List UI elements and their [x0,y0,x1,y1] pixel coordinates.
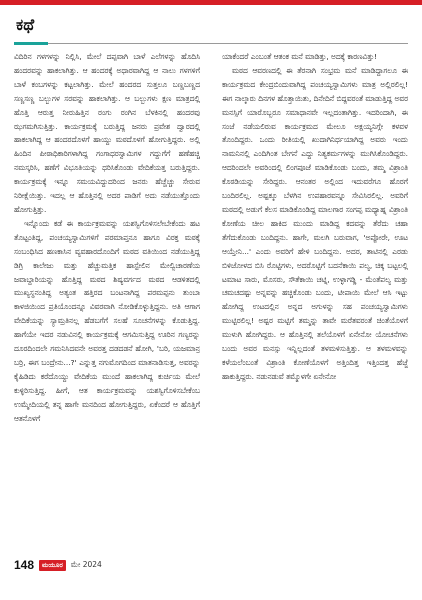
page-number: 148 [14,558,35,572]
paragraph: ಇನ್ನೊಂದು ಕಡೆ ಈ ಕಾರ್ಯಕ್ರಮವನ್ನು ಯಶಸ್ವಿಗೊಳಿಸಲೇಬೇಕೆಂದು ಹಟ ತೊಟ್ಟಂತಿದ್ದ, ಪಂಚಯ್ಯಸ್ವಾಮಿಗಳಿಗೆ ಪರಮಾಪ್ತನೂ ಹಾಗೂ ವಿರಕ್ತ ಮಠಕ್ಕೆ ಸಂಬಂಧಿಸಿದ ಹಣಕಾಸಿನ ವ್ಯವಹಾರದೊಂದಿಗೆ ಮಠದ ವತಿಯಿಂದ ನಡೆಯುತ್ತಿದ್ದ ಡಿಗ್ರಿ ಕಾಲೇಜು ಮತ್ತು ಹೆಚ್ಚುಮತ್ತಿಕ ಹಾಸ್ಟೇಲಿನ ಮೇಲ್ವಿಚಾರಣೆಯ ಜವಾಬ್ದಾರಿಯನ್ನು ಹೊತ್ತಿದ್ದ ಮಠದ ಶಿಷ್ಯವರ್ಗದ ಮಠದ ಆಡಳಿತದಲ್ಲಿ ಮುಖ್ಯಸ್ಥನಂತಿದ್ದ ಅತ್ಯಂತ ಹತ್ತಿರದ ಬಂಟನಾಗಿದ್ದ ಪರಮಪ್ಪನು ತುಂಬಾ ಕಾಳಜಿಯಿಂದ ಪ್ರತಿಯೊಂದನ್ನೂ ವಿವರವಾಗಿ ನೋಡಿಕೊಳ್ಳುತ್ತಿದ್ದನು. ಅತಿ ಆಗಾಗ ವೇದಿಕೆಯನ್ನು ಸ್ಯಾಮ್ರತಿನಲ್ಲ ಹೆಡಬಗೆಗೆ ಸಲಹೆ ಸೂಚನೆಗಳನ್ನು ಕೊಡುತ್ತಿದ್ದ. ಹಾಗೆಯೇ ಇದರ ನಡುವಿನಲ್ಲಿ ಕಾರ್ಯಕ್ರಮಕ್ಕೆ ಆಗಮಿಸುತ್ತಿದ್ದ ಊರಿನ ಗಣ್ಯರನ್ನು ದೂರದಿಂದಲೇ ಗಮನಿಸಿದವನೇ ಅವರತ್ತ ದಡದಡನೆ ಹೋಗಿ, 'ಬರಿ, ಯಜಮಾನ್ರ ಬರ್ರಿ, ಈಗ ಬಂದ್ರೇನು...?' ಎನ್ನುತ್ತ ನಗುಮೊಗದಿಂದ ಮಾತನಾಡಿಸುತ್ತ, ಅವರನ್ನು ಕೈಹಿಡಿದು ಕರೆದೊಯ್ದು ವೇದಿಕೆಯ ಮುಂದೆ ಹಾಕಲಾಗಿದ್ದ ಕುರ್ಚಿಯ ಮೇಲೆ ಕುಳ್ಳಿರಿಸುತ್ತಿದ್ದ. ಹೀಗೆ, ಆತ ಕಾರ್ಯಕ್ರಮವನ್ನು ಯಶಸ್ವಿಗೊಳಿಸಬೇಕೆಂಬ ಉಮ್ಮೇದಿಯಲ್ಲಿ ತನ್ನ ಹಾಗೇ ಮನದಿಂದ ಹೋಗುತ್ತಿದ್ದರು, ಏಕೆಂದರೆ ಆ ಹೊತ್ತಿಗೆ ಆತನೊಳಗೆ [14,218,200,423]
top-color-bar [0,0,422,5]
paragraph: ವಿದಿರಿನ ಗಳಗಳನ್ನು ನಿಲ್ಲಿಸಿ, ಮೇಲೆ ದಪ್ಪವಾಗಿ ಬಾಳೆ ಎಲೆಗಳನ್ನು ಹೊದಿಸಿ ಹಂದರವನ್ನು ಹಾಕಲಾಗಿತ್ತು. ಆ ಹಂದರಕ್ಕೆ ಅಧಾರವಾಗಿದ್ದ ಆ ನಾಲು ಗಳಗಳಿಗೆ ಬಾಳೆ ಕಂಬಗಳನ್ನು ಕಟ್ಟಲಾಗಿತ್ತು. ಮೇಲೆ ಹಂದರದ ಸುತ್ತಲೂ ಬಣ್ಣಬಣ್ಣದ ಸಣ್ಣಸಣ್ಣ ಬಲ್ಬುಗಳ ಸರವನ್ನು ಹಾಕಲಾಗಿತ್ತು. ಆ ಬಲ್ಬುಗಳು ಕ್ಷಣ ಮಾತ್ರದಲ್ಲಿ ಹೊತ್ತಿ ಆರುತ್ತ ನೀರುಹಿತ್ತಿನ ರಂಗು ರಂಗಿನ ಬೆಳಕಿನಲ್ಲಿ ಹಂದರವು ಝಗಮಗಿಸುತ್ತಿತ್ತು. ಕಾರ್ಯಕ್ರಮಕ್ಕೆ ಬರುತ್ತಿದ್ದ ಜನರು ಪ್ರವೇಶ ದ್ವಾರದಲ್ಲಿ ಹಾಕಲಾಗಿದ್ದ ಆ ಹಂದರದೊಳಗೆ ಹಾಯ್ದು ಮಠದೊಳಗೆ ಹೋಗುತ್ತಿದ್ದರು. ಅಲ್ಲಿ ಹಿಂದಿನ ಪೀಠಾಧಿಕಾರಿಗಳಾಗಿದ್ದ ಗಂಗಾಧರಸ್ವಾಮಿಗಳ ಗದ್ದುಗೆಗೆ ಹಣೆಹಚ್ಚಿ ನಮಸ್ಕರಿಸಿ, ಹಣೆಗೆ ವಿಭೂತಿಯನ್ನು ಧರಿಸಿಕೊಂಡು ವೇದಿಕೆಯತ್ತ ಬರುತ್ತಿದ್ದರು. ಕಾರ್ಯಕ್ರಮಕ್ಕೆ ಇನ್ನೂ ಸಮಯವಿದ್ದುದರಿಂದ ಜನರು ಹೆಚ್ಚೆಚ್ಚು ಸೇರುವ ನಿರೀಕ್ಷೆಯಿತ್ತು. ಇದಲ್ಲ ಆ ಹೊತ್ತಿನಲ್ಲಿ ಅದರ ಪಾಡಿಗೆ ಅದು ನಡೆಯುತ್ತೊಂದು ಹೋಗುತ್ತಿತ್ತು. [14,52,200,214]
paragraph: ಯಾಕೆಂದರೆ ಎಂಬಂತೆ ಆತಂಕ ಮನೆ ಮಾಡಿತ್ತು, ಅದಕ್ಕೆ ಕಾರಣವಿತ್ತು! [222,52,378,61]
page-footer [14,553,102,577]
left-text-column [14,50,200,545]
paragraph: ಮಠದ ಆವರಣದಲ್ಲಿ ಈ ತೆರನಾಗಿ ಸಂಭ್ರಮ ಮನೆ ಮಾಡಿದ್ದಾಗಲೂ ಈ ಕಾರ್ಯಕ್ರಮದ ಕೇಂದ್ರಬಿಂದುವಾಗಿದ್ದ ಪಂಚಯ್ಯಸ್ವಾಮಿಗಳು ಮಾತ್ರ ಅಲ್ಲಿರಲಿಲ್ಲ! ಈಗ ನಾಲ್ಕಾರು ದಿನಗಳ ಹೊತ್ತಾಯಿತು, ದಿನೇದಿನೆ ಬಿದ್ದವರಂತೆ ಮಾಡುತ್ತಿದ್ದ ಅವರ ಮನಸ್ಸಿಗೆ ಯಾರೊಬ್ಬರೂ ಸಮಾಧಾನವೇ ಇಲ್ಲದಂತಾಗಿತ್ತು. ಇದರಿಂದಾಗಿ, ಈ ಸಂಜೆ ನಡೆಯಲಿರುವ ಕಾರ್ಯಕ್ರಮದ ಮೇಲೂ ಅಕ್ಷಯ್ಯನಿಗ್ಗೇ ಕಳವಳ ತೊಂದಿದ್ದರು. ಒಂದು ರೀತಿಯಲ್ಲಿ ಖುದಾಗಿನಿರ್ಧಯಾಗಿದ್ದ ಅವರು ಇಂದು ನಾಮನಿನಲ್ಲಿ ಎಂದಿಗಿಂತ ಬೇಗನೆ ಎದ್ದು ನಿತ್ಯಕರ್ಮಗಳನ್ನು ಮುಗಿಸಿಕೊಂಡಿದ್ದರು. ಆದರಿಂದಲೇ ಅವರಿಂದಲ್ಲಿ ಲಿಂಗಪೂಜೆ ಮಾಡಿಕೊಂಡು ಬಂದು, ತಮ್ಮ ವಿಶ್ರಾಂತಿ ಕೊಠಡಿಯನ್ನು ಸೇರಿದ್ದರು. ಆನಂತರ ಅಲ್ಲಿಂದ ಇದುವರೆಗೂ ಹೊರಗೆ ಬಂದಿರಲಿಲ್ಲ. ಅಷ್ಟಕ್ಕೂ ಬೆಳಗಿನ ಉಪಹಾರವನ್ನೂ ಸೇವಿಸಿರಲಿಲ್ಲ. ಅವರಿಗೆ ಮಠದಲ್ಲಿ ಅಡುಗೆ ಕೆಲಸ ಮಾಡಿಕೊಂಡಿದ್ದ ಮಾಲಗಾರ ಸಂಗಪ್ಪ ಮಧ್ಯಾಹ್ನ ವಿಶ್ರಾಂತಿ ಕೋಣೆಯ ಚೀಲ ಹಾಕಿದ ಮುಂದು ಮಾಡಿದ್ದ ಕದವನ್ನು ತೆರೆದು ಚಹಾ ತೆಗೆದುಕೊಂಡು ಬಂದಿದ್ದನು. ಹಾಗೇ, ಮಲಗಿ ಬರುವಾಗ, 'ಅಪ್ಪೋರೇ, ಊಟ ಆಯ್ತೇನಿ...' ಎಂದು ಅವರಿಗೆ ಹೇಳಿ ಬಂದಿದ್ದನು. ಅದರ, ತಾಟಿನಲ್ಲಿ ಎರಡು ಬಿಳಿಜೋಳದ ಬಿಸಿ ರೊಟ್ಟಿಗಳು, ಅದರೊಟ್ಟಿಗೆ ಬದನೆಕಾಯಿ ಪಲ್ಯ, ಚಿಕ್ಕ ಬಟ್ಟಲಲ್ಲಿ ಟಮಾಟ ಸಾರು, ಮೊಸರು, ಸೌತೆಕಾಯಿ ಚಟ್ನಿ, ಉಳ್ಳಾಗಡ್ಡಿ - ಮೆಂತೆಪಲ್ಯ ಮತ್ತು ಚಮಚದಷ್ಟು ಅನ್ನವನ್ನು ಹಚ್ಚಿಕೊಂಡು ಬಂದು, ಟೀಪಾಯಿ ಮೇಲೆ ಆಸಿ ಇಟ್ಟು ಹೋಗಿದ್ದ ಉಟದಲ್ಲಿನ ಅನ್ನದ ಅಗುಳನ್ನು ಸಹ ಪಂಚಯ್ಯಸ್ವಾಮಿಗಳು ಮುಟ್ಟಿರಲಿಲ್ಲ! ಅಷ್ಟರ ಮಟ್ಟಿಗೆ ತಮ್ಮನ್ನು ತಾವೇ ಮರೆತವರಂತೆ ಚಿಂತೆಯೊಳಗೆ ಮುಳುಗಿ ಹೋಗಿದ್ದರು. ಆ ಹೊತ್ತಿನಲ್ಲಿ ತಲೆಯೊಳಗೆ ಏನೇನೋ ಯೋಚನೆಗಳು ಬಂದು ಅವರ ಮನಸ್ಸು ಇನ್ನಿಲ್ಲದಂತೆ ತಳಮಳಿಸುತ್ತಿತ್ತು. ಆ ತಳಮಳವನ್ನು ಕಳೆಯಲೆಂಬಂತೆ ವಿಶ್ರಾಂತಿ ಕೋಣೆಯೊಳಗೆ ಅತ್ತಿಂದಿತ್ತ ಇತ್ತಿಂದತ್ತ ಹೆಜ್ಜೆ ಹಾಕುತ್ತಿದ್ದರು. ನಡುನಡುವೆ ತಮ್ಮೊಳಗೇ ಏನೇನೋ [222,65,408,381]
right-text-column [222,50,408,545]
issue-date: ಮೇ 2024 [70,560,102,569]
header-accent-line [14,42,48,45]
section-title: ಕಥೆ [16,15,35,34]
magazine-logo: ಮಯೂರ [39,560,66,571]
header-divider [14,43,408,44]
